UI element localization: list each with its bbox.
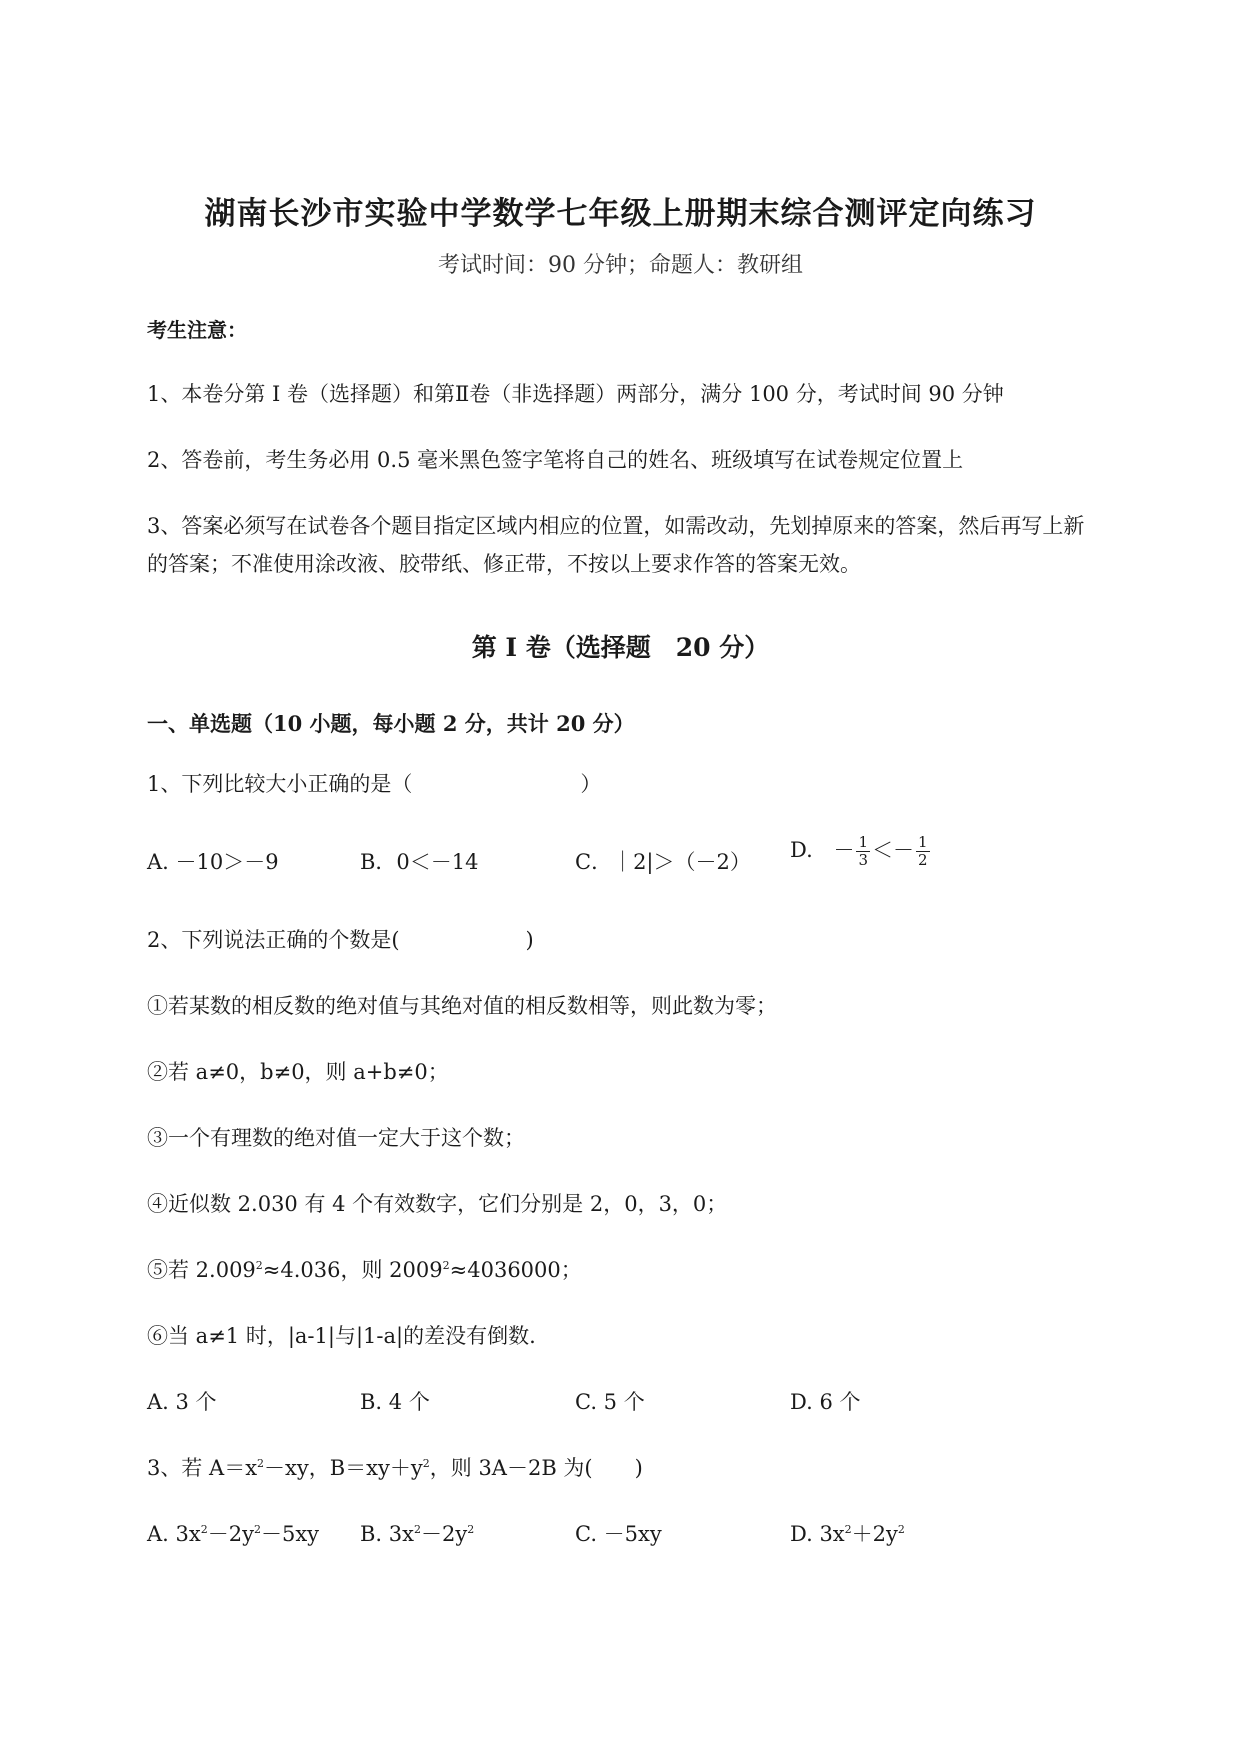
q1-option-c: C．｜2|＞（－2） — [575, 850, 751, 874]
q2-statement-6: ⑥当 a≠1 时，|a-1|与|1-a|的差没有倒数. — [147, 1324, 536, 1348]
q2-stem: 2、下列说法正确的个数是( ) — [147, 928, 534, 952]
q2-statement-4: ④近似数 2.030 有 4 个有效数字，它们分别是 2，0，3，0； — [147, 1192, 728, 1216]
q3-stem: 3、若 $A=x^2-xy$，$B=xy+y^2$，则 3A－2B 为( ) — [147, 1456, 643, 1480]
q1-option-b: B．0＜－14 — [360, 850, 479, 874]
q1-d-minus: － — [833, 838, 855, 862]
q1-d-label: D. — [790, 838, 813, 862]
notice-heading: 考生注意： — [147, 318, 247, 342]
notice-item-2: 2、答卷前，考生务必用 0.5 毫米黑色签字笔将自己的姓名、班级填写在试卷规定位置上 — [147, 448, 964, 472]
notice-item-1: 1、本卷分第 I 卷（选择题）和第Ⅱ卷（非选择题）两部分，满分 100 分，考试时间 90 分钟 — [147, 382, 1004, 406]
q3-option-c: C. －5xy — [575, 1522, 662, 1546]
fraction-one-half: $\frac{1}{2}$ — [918, 833, 928, 869]
q3-option-b: B. $3x^2-2y^2$ — [360, 1522, 475, 1546]
part-heading: 一、单选题（10 小题，每小题 2 分，共计 20 分） — [147, 711, 635, 736]
q2-option-d: D. 6 个 — [790, 1390, 861, 1414]
notice-item-3: 3、答案必须写在试卷各个题目指定区域内相应的位置，如需改动，先划掉原来的答案，然后再写上新 — [147, 514, 1085, 538]
q2-statement-5: ⑤若 $2.009^2\approx 4.036$，则 $2009^2\approx 4036000$； — [147, 1258, 582, 1282]
q2-statement-3: ③一个有理数的绝对值一定大于这个数； — [147, 1126, 525, 1150]
q1-option-d — [790, 834, 932, 869]
q1-d-op: ＜－ — [872, 838, 914, 862]
q3-option-d: D. $3x^2+2y^2$ — [790, 1522, 905, 1546]
fraction-one-third: $\frac{1}{3}$ — [858, 833, 868, 869]
section-title: 第 I 卷（选择题 20 分） — [471, 633, 770, 662]
q1-option-a: A. －10＞－9 — [147, 850, 279, 874]
notice-item-3-cont: 的答案；不准使用涂改液、胶带纸、修正带，不按以上要求作答的答案无效。 — [147, 552, 861, 576]
q2-option-c: C. 5 个 — [575, 1390, 645, 1414]
q1-stem: 1、下列比较大小正确的是（ ） — [147, 772, 602, 796]
q2-option-a: A. 3 个 — [147, 1390, 217, 1414]
q2-statement-2: ②若 a≠0，b≠0，则 a+b≠0； — [147, 1060, 449, 1084]
q3-option-a: A. $3x^2-2y^2-5xy$ — [147, 1522, 320, 1546]
exam-info: 考试时间：90 分钟；命题人：教研组 — [438, 253, 803, 278]
q2-statement-1: ①若某数的相反数的绝对值与其绝对值的相反数相等，则此数为零； — [147, 994, 777, 1018]
page-title: 湖南长沙市实验中学数学七年级上册期末综合测评定向练习 — [204, 196, 1037, 232]
q2-option-b: B. 4 个 — [360, 1390, 430, 1414]
